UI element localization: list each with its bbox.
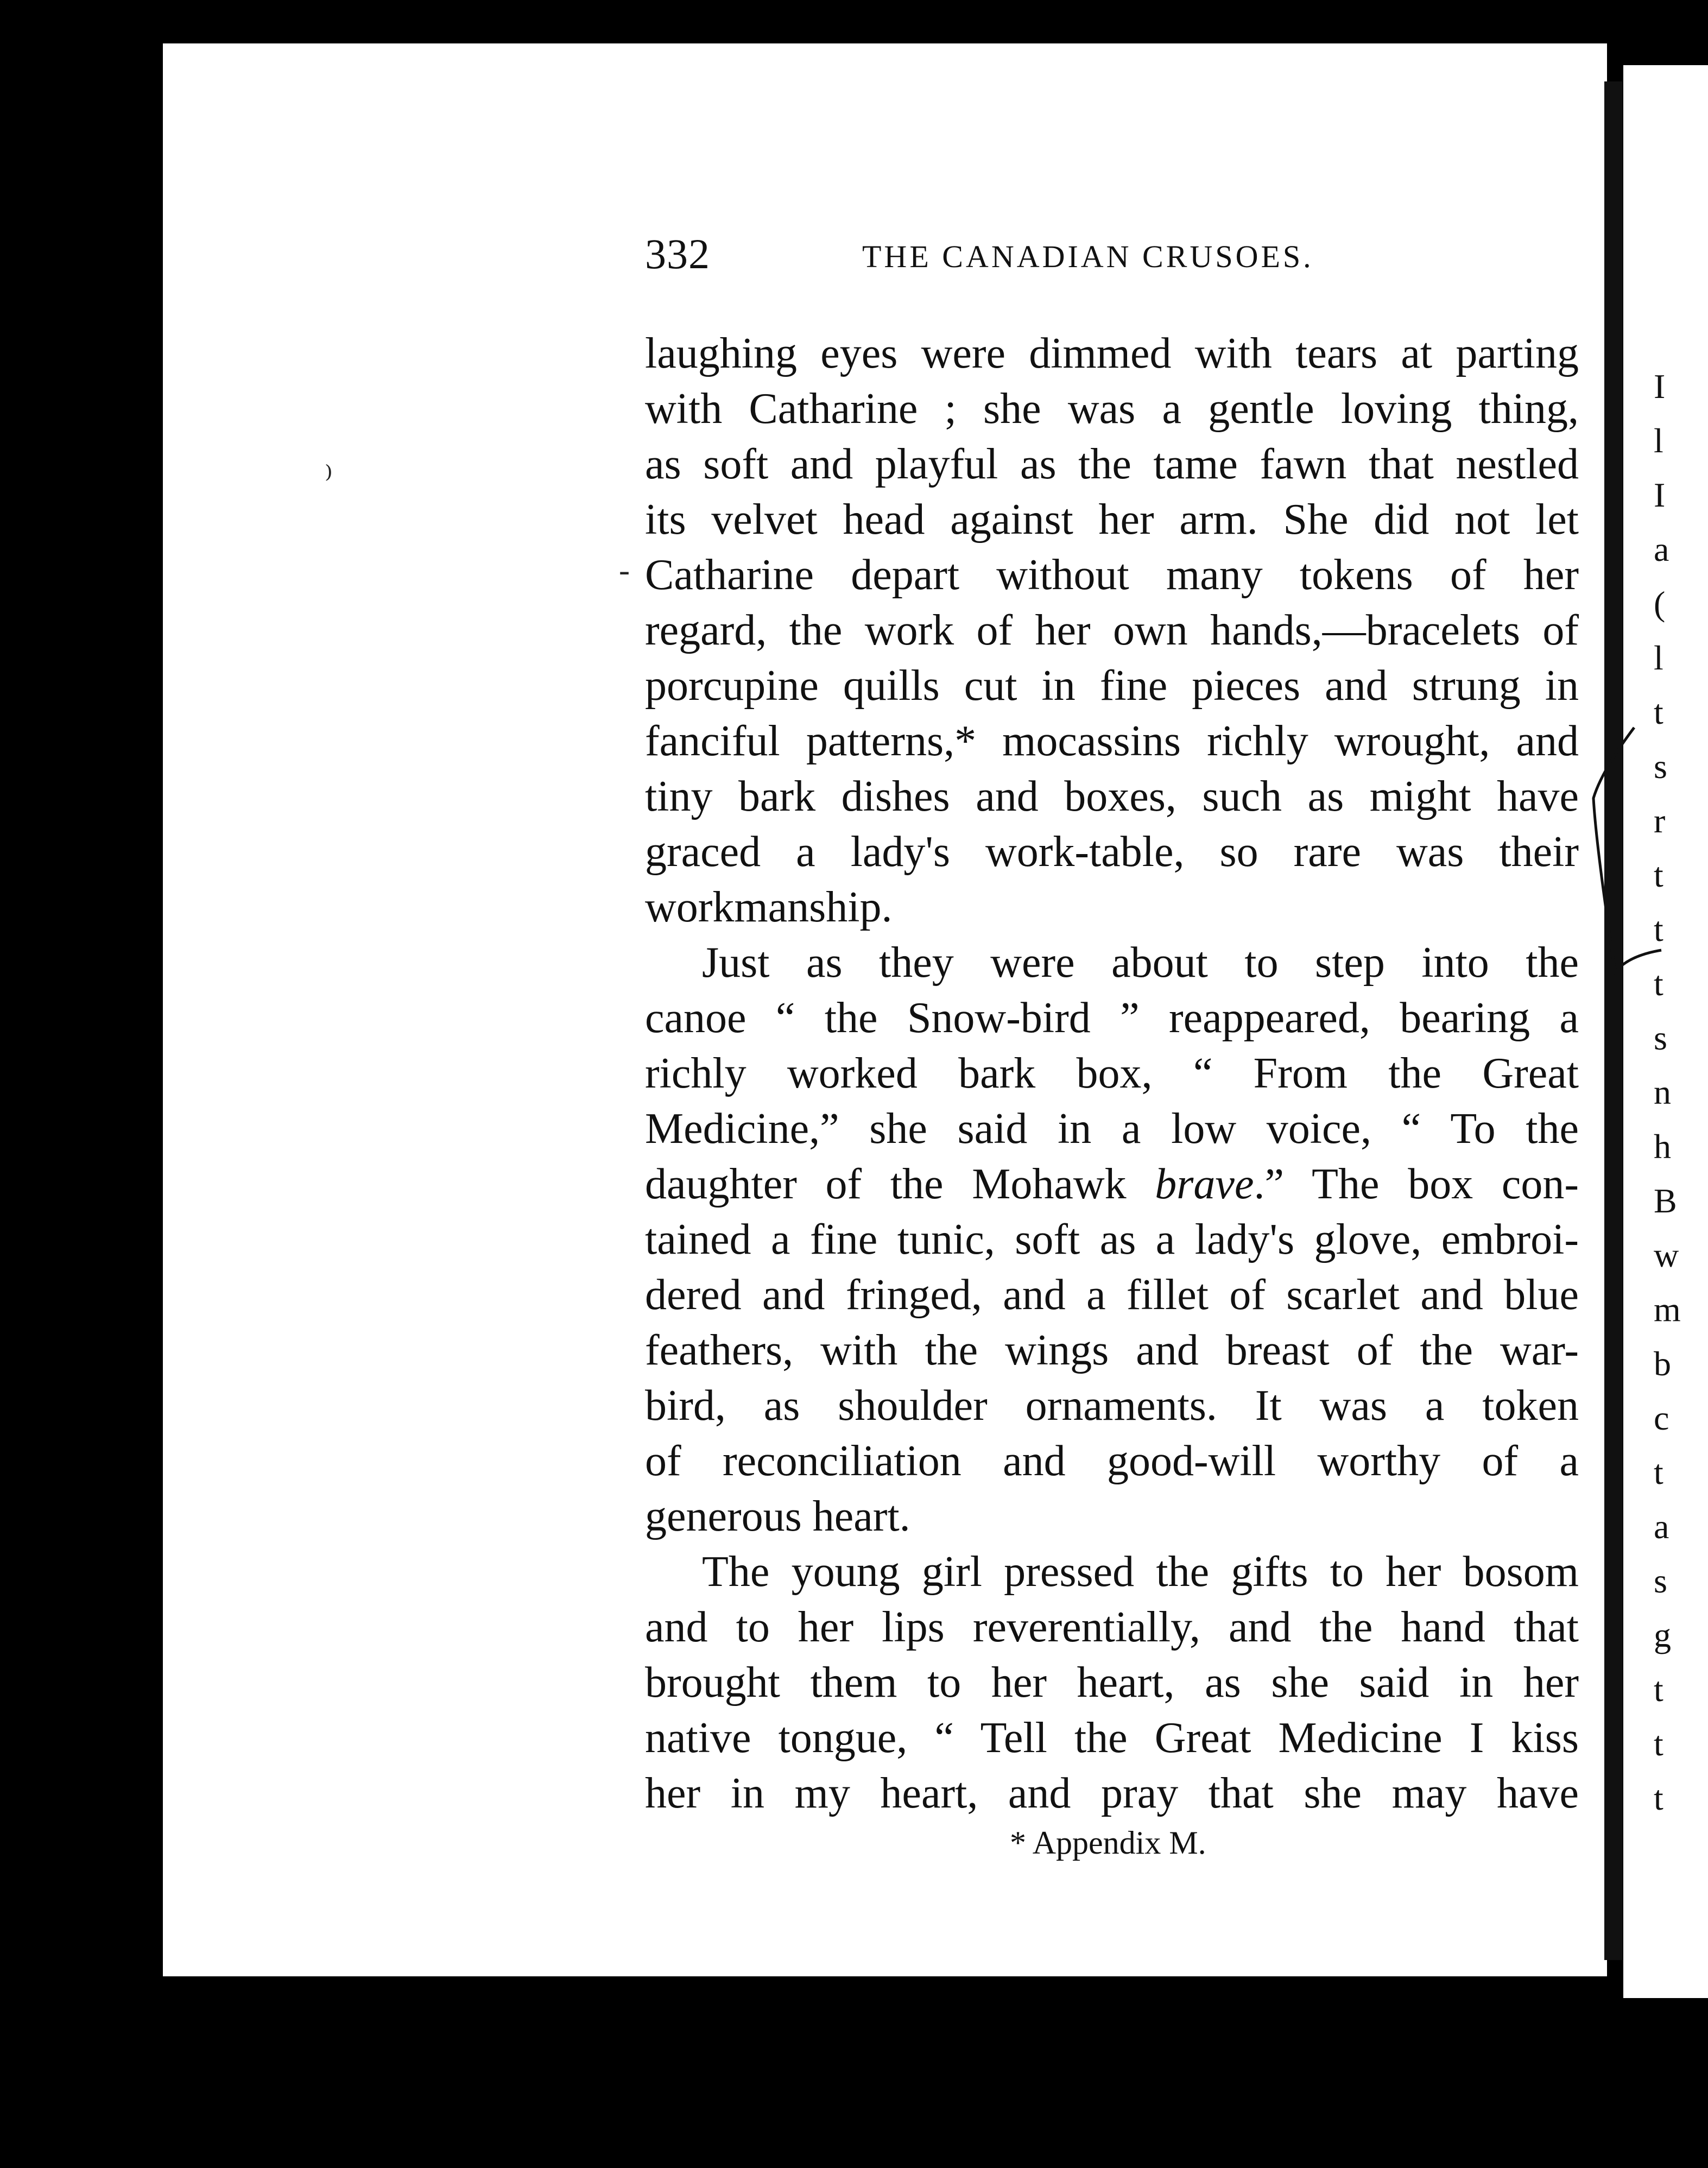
text-line: generous heart. xyxy=(645,1493,910,1540)
text-line: porcupine quills cut in fine pieces and strung in xyxy=(645,662,1579,710)
facing-page-fragment: t xyxy=(1654,693,1663,731)
facing-page-fragment: b xyxy=(1654,1344,1671,1383)
facing-page-fragment: t xyxy=(1654,910,1663,949)
page-number: 332 xyxy=(645,230,710,277)
text-line: native tongue, “ Tell the Great Medicine I kiss xyxy=(645,1714,1579,1762)
page-edge-shadow xyxy=(1604,81,1623,1960)
text-line: of reconciliation and good-will worthy of a xyxy=(645,1437,1579,1485)
text-line: dered and fringed, and a fillet of scarlet and blue xyxy=(645,1271,1579,1319)
facing-page-fragment: t xyxy=(1654,1670,1663,1709)
text-line: graced a lady's work-table, so rare was their xyxy=(645,828,1579,876)
text-line: Catharine depart without many tokens of her xyxy=(645,551,1579,599)
text-line: canoe “ the Snow-bird ” reappeared, bearing a xyxy=(645,994,1579,1042)
facing-page-fragment: a xyxy=(1654,530,1669,568)
text-line: her in my heart, and pray that she may have xyxy=(645,1769,1579,1817)
text-line: tained a fine tunic, soft as a lady's glove, embroi- xyxy=(645,1216,1579,1263)
facing-page-fragment: s xyxy=(1654,747,1667,786)
footnote: * Appendix M. xyxy=(1010,1825,1206,1861)
text-line: Medicine,” she said in a low voice, “ To the xyxy=(645,1105,1579,1153)
text-line: laughing eyes were dimmed with tears at parting xyxy=(645,330,1579,377)
running-head xyxy=(645,230,1552,289)
text-line: regard, the work of her own hands,—bracelets of xyxy=(645,606,1579,654)
text-line: tiny bark dishes and boxes, such as might have xyxy=(645,773,1579,820)
margin-speck: - xyxy=(619,552,630,588)
facing-page-fragment: s xyxy=(1654,1019,1667,1057)
facing-page-fragment: t xyxy=(1654,856,1663,894)
facing-page-fragment: n xyxy=(1654,1073,1671,1111)
facing-page-fragment: I xyxy=(1654,367,1666,406)
text-line: workmanship. xyxy=(645,883,893,931)
facing-page-fragment: m xyxy=(1654,1290,1681,1329)
text-line: as soft and playful as the tame fawn that nestled xyxy=(645,440,1579,488)
text-line: richly worked bark box, “ From the Great xyxy=(645,1050,1579,1097)
facing-page-fragment: g xyxy=(1654,1616,1671,1654)
body-text xyxy=(645,326,1579,1821)
facing-page-fragment: s xyxy=(1654,1562,1667,1600)
facing-page-fragment: t xyxy=(1654,1779,1663,1817)
text-line: Just as they were about to step into the xyxy=(702,939,1579,987)
text-line: The young girl pressed the gifts to her bosom xyxy=(702,1548,1579,1596)
italic-word: brave xyxy=(1155,1160,1254,1208)
facing-page-fragment: w xyxy=(1654,1236,1679,1274)
facing-page-fragment: t xyxy=(1654,1453,1663,1491)
text-line: with Catharine ; she was a gentle loving thing, xyxy=(645,385,1579,433)
text-line: and to her lips reverentially, and the hand that xyxy=(645,1603,1579,1651)
text-line: brought them to her heart, as she said in her xyxy=(645,1659,1579,1706)
running-title: THE CANADIAN CRUSOES. xyxy=(862,239,1314,274)
facing-page-fragment: c xyxy=(1654,1399,1669,1437)
text-line: fanciful patterns,* mocassins richly wrought, and xyxy=(645,717,1579,765)
facing-page-fragment: l xyxy=(1654,639,1663,677)
facing-page-fragment: l xyxy=(1654,421,1663,460)
facing-page-fragment: a xyxy=(1654,1507,1669,1546)
facing-page-fragment: h xyxy=(1654,1127,1671,1166)
facing-page-fragment: t xyxy=(1654,964,1663,1003)
facing-page-fragment: I xyxy=(1654,476,1666,514)
text-line: its velvet head against her arm. She did not let xyxy=(645,496,1579,543)
text-line: daughter of the Mohawk brave.” The box con- xyxy=(645,1160,1579,1208)
facing-page-fragment: r xyxy=(1654,801,1666,840)
text-line: bird, as shoulder ornaments. It was a token xyxy=(645,1382,1579,1430)
facing-page-fragment: B xyxy=(1654,1181,1677,1220)
margin-speck: ⁾ xyxy=(325,460,333,496)
facing-page-fragment: ( xyxy=(1654,584,1666,623)
facing-page-fragment: t xyxy=(1654,1724,1663,1763)
text-line: feathers, with the wings and breast of the war- xyxy=(645,1326,1579,1374)
facing-page-strip xyxy=(1623,65,1708,1998)
